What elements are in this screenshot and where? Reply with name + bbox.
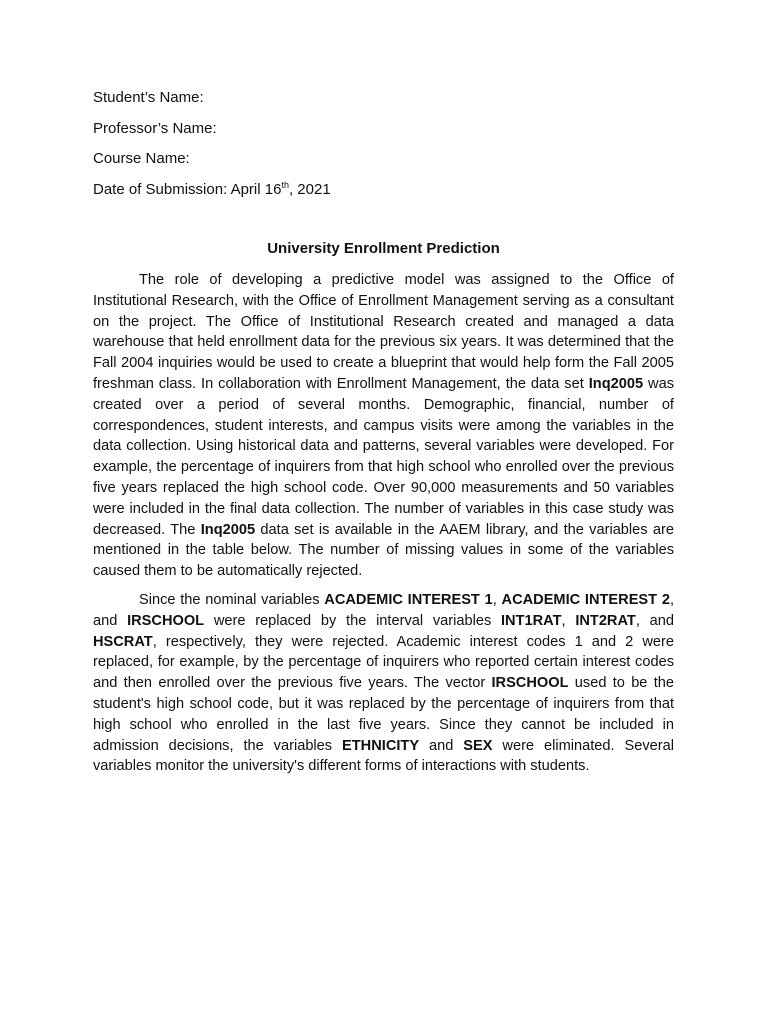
paragraph-2 [93,590,674,777]
professor-name-line: Professor’s Name: [93,119,217,137]
paragraph-2-text-2: , [492,591,502,608]
paragraph-2-text-4: were replaced by the interval variables [204,612,501,629]
document-body [93,270,674,785]
submission-date-year: , 2021 [288,180,331,198]
header-block [93,88,683,210]
dataset-name-bold: Inq2005 [200,521,256,538]
paragraph-2-text-3: , and [93,591,675,629]
paragraph-2-text-9: and [419,737,464,754]
variable-name-bold: IRSCHOOL [127,612,205,629]
paragraph-1 [93,270,674,582]
document-title: University Enrollment Prediction [267,240,500,257]
variable-name-bold: INT1RAT [500,612,562,629]
paragraph-1-text-2: was created over a period of several months. Demographic, financial, number of correspondences, student interests, and campus visits were among the variables in the data collection. Using historical data and patterns, several variables were developed. For example, the percentage of inquirers from that high school who enrolled over the previous five years replaced the high school code. Over 90,000 measurements and 50 variables were included in the final data collection. The number of variables in this case study was decreased. The [93,375,674,538]
paragraph-1-text-3: data set is available in the AAEM library, and the variables are mentioned in the table below. The number of missing values in some of the variables caused them to be automatically rejected. [93,521,674,580]
paragraph-2-text-8: used to be the student's high school code, but it was replaced by the percentage of inquirers from that high school who enrolled in the last five years. Since they cannot be included in admission decisions, the variables [93,675,675,754]
dataset-name-bold: Inq2005 [588,375,644,392]
variable-name-bold: ACADEMIC INTEREST 1 [324,591,493,608]
submission-date-line [93,180,683,200]
submission-date-label: Date of Submission: April 16 [93,180,282,198]
paragraph-2-text-5: , [561,612,576,629]
variable-name-bold: IRSCHOOL [491,675,569,692]
paragraph-1-text-1: The role of developing a predictive model was assigned to the Office of Institutional Research, with the Office of Enrollment Management serving as a consultant on the project. The Office of Institutional Research created and managed a data warehouse that held enrollment data for the previous six years. It was determined that the Fall 2004 inquiries would be used to create a blueprint that would help form the Fall 2005 freshman class. In collaboration with Enrollment Management, the data set [93,272,674,392]
variable-name-bold: SEX [463,737,493,754]
paragraph-2-text-10: were eliminated. Several variables monitor the university's different forms of interactions with students. [93,737,674,775]
variable-name-bold: ETHNICITY [342,737,420,754]
variable-name-bold: HSCRAT [93,633,153,650]
student-name-line: Student’s Name: [93,89,204,106]
paragraph-2-text-6: , and [635,612,674,629]
paragraph-2-text-7: , respectively, they were rejected. Academic interest codes 1 and 2 were replaced, for example, by the percentage of inquirers who reported certain interest codes and then enrolled over the previous five years. The vector [93,633,674,692]
variable-name-bold: ACADEMIC INTEREST 2 [501,591,670,608]
date-ordinal-suffix: th [281,179,289,190]
variable-name-bold: INT2RAT [575,612,636,629]
course-name-line: Course Name: [93,150,190,167]
paragraph-2-text-1: Since the nominal variables [139,591,325,608]
